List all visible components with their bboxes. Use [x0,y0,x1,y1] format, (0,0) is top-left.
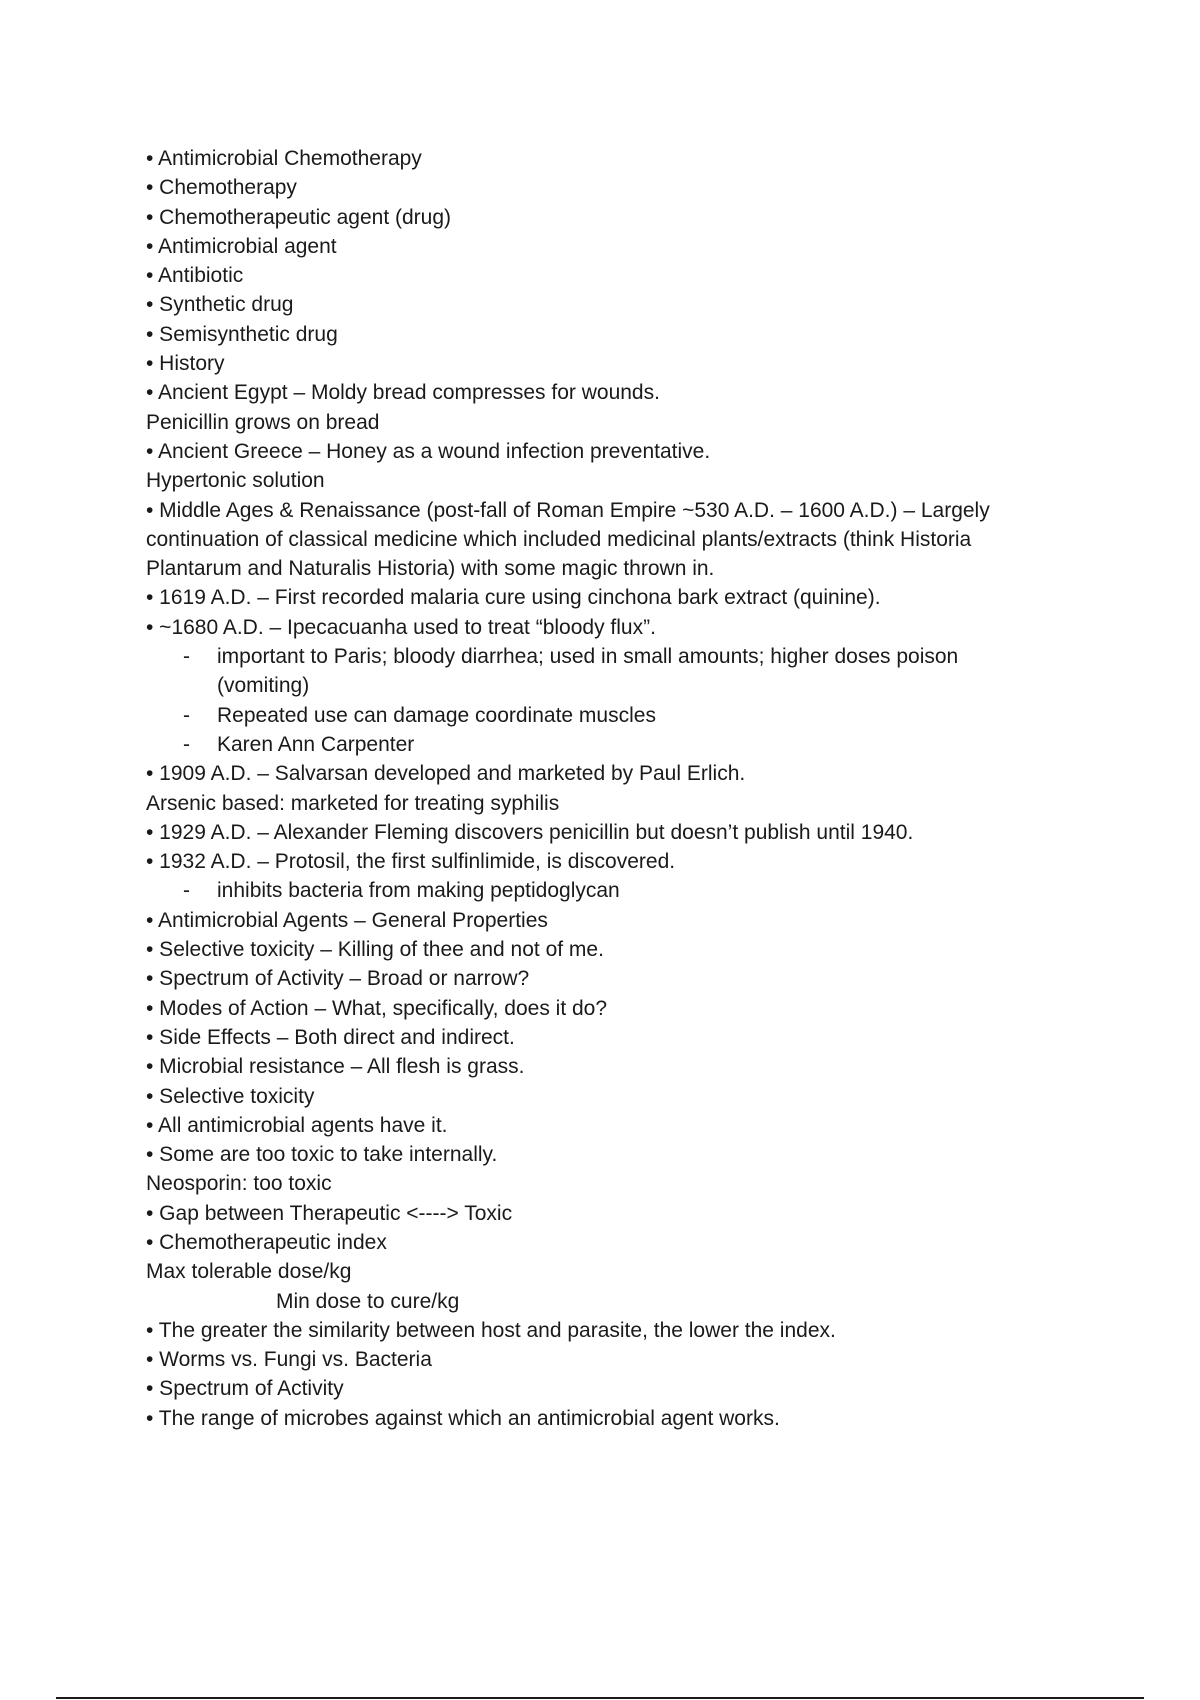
dash-marker: - [183,645,190,669]
note-line: • Some are too toxic to take internally. [146,1143,498,1167]
note-line: • Semisynthetic drug [146,322,338,346]
note-line: • Chemotherapeutic index [146,1230,387,1254]
note-line: Penicillin grows on bread [146,410,380,434]
note-line: • Spectrum of Activity [146,1377,344,1401]
note-line: • 1929 A.D. – Alexander Fleming discovers penicillin but doesn’t publish until 1940. [146,820,914,844]
note-line: • Antimicrobial agent [146,234,337,258]
note-line: • All antimicrobial agents have it. [146,1113,448,1137]
note-line: • Selective toxicity – Killing of thee and not of me. [146,938,604,962]
note-line: • Worms vs. Fungi vs. Bacteria [146,1348,432,1372]
note-line: • Side Effects – Both direct and indirect. [146,1025,515,1049]
note-line: Max tolerable dose/kg [146,1260,352,1284]
dash-marker: - [183,732,190,756]
sub-list-item-text: Karen Ann Carpenter [217,732,415,756]
dash-marker: - [183,879,190,903]
note-line: • Chemotherapeutic agent (drug) [146,205,452,229]
note-line: • Microbial resistance – All flesh is grass. [146,1055,525,1079]
note-line: • The range of microbes against which an antimicrobial agent works. [146,1406,780,1430]
sub-list-item [146,701,1056,730]
note-line: • Antibiotic [146,264,244,288]
note-line: • The greater the similarity between host and parasite, the lower the index. [146,1318,836,1342]
note-line: • Selective toxicity [146,1084,315,1108]
sub-list-item-text: Repeated use can damage coordinate muscles [217,703,656,727]
note-line: • Modes of Action – What, specifically, does it do? [146,996,608,1020]
note-line: • 1909 A.D. – Salvarsan developed and marketed by Paul Erlich. [146,762,746,786]
note-line: • Synthetic drug [146,293,294,317]
page-bottom-rule [56,1697,1144,1699]
sub-list-item [146,876,1056,905]
note-line: • ~1680 A.D. – Ipecacuanha used to treat “bloody flux”. [146,615,656,639]
notes-list [146,144,1056,1433]
indented-line: Min dose to cure/kg [276,1289,460,1313]
sub-list-item-text: inhibits bacteria from making peptidoglycan [217,879,620,903]
note-line: • Chemotherapy [146,176,297,200]
sub-list-item [146,730,1056,759]
note-line: • Antimicrobial Chemotherapy [146,147,422,170]
note-line: • 1619 A.D. – First recorded malaria cure using cinchona bark extract (quinine). [146,586,881,610]
note-line: Arsenic based: marketed for treating syphilis [146,791,560,815]
note-line: • 1932 A.D. – Protosil, the first sulfinlimide, is discovered. [146,850,676,874]
note-line: • Antimicrobial Agents – General Properties [146,908,548,932]
note-line: Hypertonic solution [146,469,325,493]
note-line: Neosporin: too toxic [146,1172,332,1196]
sub-list-item-text: important to Paris; bloody diarrhea; used in small amounts; higher doses poison (vomiting) [217,645,959,698]
sub-list-item [146,642,1056,701]
note-line: • Gap between Therapeutic <----> Toxic [146,1201,513,1225]
note-line: • Spectrum of Activity – Broad or narrow? [146,967,530,991]
note-line: • Ancient Greece – Honey as a wound infection preventative. [146,439,711,463]
note-line: • Middle Ages & Renaissance (post-fall of Roman Empire ~530 A.D. – 1600 A.D.) – Largely continuation of classical medicine which included medicinal plants/extracts (think Historia Plantarum and Naturalis Historia) with some magic thrown in. [146,498,990,581]
dash-marker: - [183,703,190,727]
note-line: • History [146,352,225,376]
note-line: • Ancient Egypt – Moldy bread compresses for wounds. [146,381,660,405]
